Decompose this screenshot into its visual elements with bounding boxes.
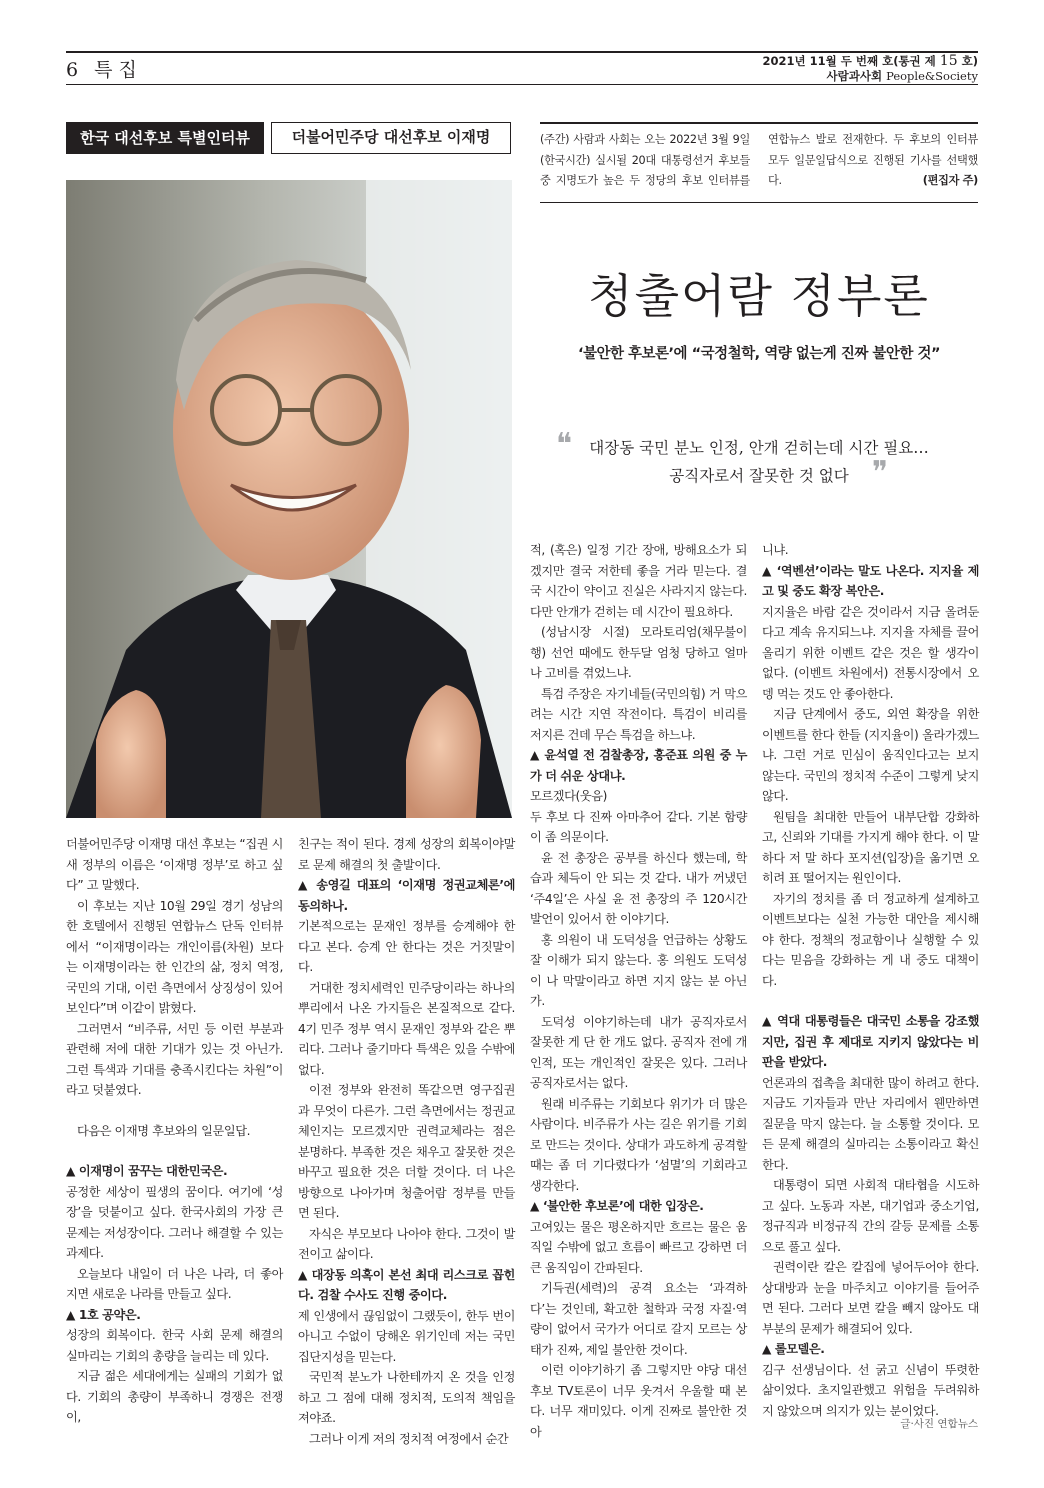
body-paragraph: 고여있는 물은 평온하지만 흐르는 물은 움직일 수밖에 없고 흐름이 빠르고 강하면 더 큰 움직임이 간파된다. [530,1219,747,1275]
publisher: 사람과사회 People&Society [826,69,978,83]
body-paragraph: 친구는 적이 된다. 경제 성장의 회복이야말로 문제 해결의 첫 출발이다. [298,837,515,872]
portrait-illustration [66,180,512,818]
body-paragraph: 지금 젊은 세대에게는 실패의 기회가 없다. 기회의 총량이 부족하니 경쟁은 전쟁이, [66,1369,283,1424]
page-number: 6 [66,59,79,81]
body-paragraph: 원래 비주류는 기회보다 위기가 더 많은 사람이다. 비주류가 사는 길은 위기를 기회로 만드는 것이다. 상대가 과도하게 공격할 때는 좀 더 기다렸다가 ‘섬멸’의 기회라고 생각한다. [530,1096,747,1193]
issue-line: 2021년 11월 두 번째 호(통권 제 15 호) [762,53,978,69]
question-heading: ▲ 1호 공약은. [66,1307,141,1322]
issue-number: 15 [939,53,958,69]
question-heading: ▲ ‘역벤션’이라는 말도 나온다. 지지율 제고 및 중도 확장 복안은. [762,563,979,598]
body-paragraph: 이런 이야기하기 좀 그렇지만 야당 대선후보 TV토론이 너무 웃겨서 우울할 때 본다. 너무 재미있다. 이게 진짜로 불안한 것 아 [530,1363,747,1439]
intro-text: (주간) 사람과 사회는 오는 2022년 3월 9일(한국시간) 실시될 20대 대통령선거 후보들 중 지명도가 높은 두 정당의 후보 인터뷰를 연합뉴스 발로 전재한다. 두 후보의 인터뷰 모두 일문일답식으로 진행된 기사를 선택했다. (편집자 주) [540,130,978,192]
body-column-2 [298,834,515,1449]
body-paragraph: 홍 의원이 내 도덕성을 언급하는 상황도 잘 이해가 되지 않는다. 홍 의원도 도덕성이 나 막말이라고 하면 지지 않는 분 아닌가. [530,932,747,1008]
issue-info [763,54,978,84]
open-quote-icon: ❝ [556,427,573,462]
subheadline: ‘불안한 후보론’에 “국정철학, 역량 없는게 진짜 불안한 것” [577,346,941,362]
body-paragraph: 공정한 세상이 필생의 꿈이다. 여기에 ‘성장’을 덧붙이고 싶다. 한국사회의 가장 큰 문제는 저성장이다. 그러나 해결할 수 있는 과제다. [66,1184,283,1260]
body-paragraph: 도덕성 이야기하는데 내가 공직자로서 잘못한 게 단 한 개도 없다. 공직자 전에 개인적, 또는 개인적인 잘못은 있다. 그러나 공직자로서는 없다. [530,1014,747,1090]
body-paragraph: 니냐. [762,543,789,557]
question-heading: ▲ 대장동 의혹이 본선 최대 리스크로 꼽힌다. 검찰 수사도 진행 중이다. [298,1267,515,1302]
top-rule [66,51,978,53]
body-paragraph: 이 후보는 지난 10월 29일 경기 성남의 한 호텔에서 진행된 연합뉴스 단독 인터뷰에서 “이재명이라는 개인이름(차원) 보다는 이재명이라는 한 인간의 삶, 정치 역정, 국민의 기대, 이런 측면에서 상징성이 있어 보인다”며 이같이 밝혔다. [66,898,283,1015]
intro-sign: (편집자 주) [922,174,978,187]
header-bottom-rule [66,84,978,85]
question-heading: ▲ 이재명이 꿈꾸는 대한민국은. [66,1164,228,1178]
body-paragraph: 그러면서 “비주류, 서민 등 이런 부분과 관련해 저에 대한 기대가 있는 것 아닌가. 그런 특색과 기대를 충족시킨다는 차원”이라고 덧붙였다. [66,1021,283,1097]
close-quote-icon: ❞ [872,455,889,490]
body-paragraph: 제 인생에서 끊임없이 그랬듯이, 한두 번이 아니고 수없이 당해온 위기인데 저는 국민 집단지성을 믿는다. [298,1308,515,1364]
question-heading: ▲ 롤모델은. [762,1342,825,1356]
body-paragraph: 오늘보다 내일이 더 나은 나라, 더 좋아지면 새로운 나라를 만들고 싶다. [66,1266,283,1301]
body-paragraph: 지금 단계에서 중도, 외연 확장을 위한 이벤트를 한다 한들 (지지율이) 올라가겠느냐. 그런 거로 민심이 움직인다고는 보지 않는다. 국민의 정치적 수준이 그렇게 낮지 않다. [762,707,979,803]
pullquote-line-1: 대장동 국민 분노 인정, 안개 걷히는데 시간 필요… [589,439,929,457]
series-tag: 한국 대선후보 특별인터뷰 [66,122,264,154]
body-paragraph: 기본적으로는 문재인 정부를 승계해야 한다고 본다. 승계 안 한다는 것은 거짓말이다. [298,919,515,974]
body-paragraph: 모르겠다(웃음) [530,789,607,803]
body-paragraph: 더불어민주당 이재명 대선 후보는 “집권 시 새 정부의 이름은 ‘이재명 정부’로 하고 싶다” 고 말했다. [66,837,283,892]
body-paragraph: 두 후보 다 진짜 아마추어 같다. 기본 함량이 좀 의문이다. [530,809,747,844]
body-paragraph: (성남시장 시절) 모라토리엄(채무불이행) 선언 때에도 한두달 엄청 당하고 얼마나 고비를 겪었느냐. [530,625,747,680]
photo-credit: 글·사진 연합뉴스 [900,1418,978,1430]
pullquote-line-2: 공직자로서 잘못한 것 없다 [669,467,849,485]
body-paragraph: 자식은 부모보다 나아야 한다. 그것이 발전이고 삶이다. [298,1226,515,1261]
body-paragraph: 자기의 정치를 좀 더 정교하게 설계하고 이벤트보다는 실천 가능한 대안을 제시해야 한다. 정책의 정교함이나 실행할 수 있다는 믿음을 강화하는 게 내 중도 대책이다. [762,891,979,988]
body-column-4 [762,540,979,1421]
body-paragraph: 기득권(세력)의 공격 요소는 ‘과격하다’는 것인데, 확고한 철학과 국정 자질·역량이 없어서 국가가 어디로 갈지 모르는 상태가 진짜, 제일 불안한 것이다. [530,1281,747,1357]
body-paragraph: 권력이란 칼은 칼집에 넣어두어야 한다. 상대방과 눈을 마주치고 이야기를 들어주면 된다. 그러다 보면 칼을 빼지 않아도 대부분의 문제가 해결되어 있다. [762,1260,979,1336]
candidate-photo [66,180,512,818]
body-paragraph: 국민적 분노가 나한테까지 온 것을 인정하고 그 점에 대해 정치적, 도의적 책임을 져야죠. [298,1370,515,1425]
candidate-tag: 더불어민주당 대선후보 이재명 [271,122,511,154]
body-paragraph: 다음은 이재명 후보와의 일문일답. [76,1123,251,1138]
body-paragraph: 지지율은 바람 같은 것이라서 지금 올려둔다고 계속 유지되느냐. 지지율 자체를 끌어올리기 위한 이벤트 같은 것은 할 생각이 없다. (이벤트 차원에서) 전통시장에서 오뎅 먹는 것도 안 좋아한다. [762,604,979,701]
body-paragraph: 대통령이 되면 사회적 대타협을 시도하고 싶다. 노동과 자본, 대기업과 중소기업, 정규직과 비정규직 간의 갈등 문제를 소통으로 풀고 싶다. [762,1178,979,1254]
section-title: 특 집 [94,59,137,81]
page-section [66,58,137,82]
question-heading: ▲ 송영길 대표의 ‘이재명 정권교체론’에 동의하나. [298,878,515,913]
body-paragraph: 특검 주장은 자기네들(국민의힘) 거 막으려는 시간 지연 작전이다. 특검이 비리를 저지른 건데 무슨 특검을 하느냐. [530,686,747,742]
body-paragraph: 윤 전 총장은 공부를 하신다 했는데, 학습과 체득이 안 되는 것 같다. 내가 꺼냈던 ‘주4일’은 사실 윤 전 총장의 주 120시간 발언이 있어서 한 이야기다. [530,850,747,926]
body-paragraph: 이전 정부와 완전히 똑같으면 영구집권과 무엇이 다른가. 그런 측면에서는 정권교체인지는 모르겠지만 권력교체라는 점은 분명하다. 부족한 것은 채우고 잘못한 것은 바꾸고 필요한 것은 더할 것이다. 더 나은 방향으로 나아가며 청출어람 정부를 만들면 된다. [298,1083,515,1220]
pullquote [540,434,978,490]
body-column-1 [66,834,283,1428]
body-paragraph: 성장의 회복이다. 한국 사회 문제 해결의 실마리는 기회의 총량을 늘리는 데 있다. [66,1328,283,1363]
intro-bottom-rule [540,202,978,203]
headline: 청출어람 정부론 [588,269,930,323]
body-paragraph: 김구 선생님이다. 선 굵고 신념이 뚜렷한 삶이었다. 초지일관했고 위험을 두려워하지 않았으며 의지가 있는 분이었다. [762,1362,979,1418]
body-paragraph: 원팀을 최대한 만들어 내부단합 강화하고, 신뢰와 기대를 가지게 해야 한다. 이 말 하다 저 말 하다 포지션(입장)을 옮기면 오히려 표 떨어지는 원인이다. [762,809,979,885]
question-heading: ▲ 윤석열 전 검찰총장, 홍준표 의원 중 누가 더 쉬운 상대냐. [530,748,747,783]
intro-top-rule [540,122,978,124]
body-paragraph: 언론과의 접촉을 최대한 많이 하려고 한다. 지금도 기자들과 만난 자리에서 웬만하면 질문을 막지 않는다. 늘 소통할 것이다. 모든 문제 해결의 실마리는 소통이라고 확신한다. [762,1075,979,1172]
body-paragraph: 적, (혹은) 일정 기간 장애, 방해요소가 되겠지만 결국 저한테 좋을 거라 믿는다. 결국 시간이 약이고 진실은 사라지지 않는다. 다만 안개가 걷히는 데 시간이 필요하다. [530,543,747,619]
body-paragraph: 그러나 이게 저의 정치적 여정에서 순간 [308,1431,509,1446]
body-column-3 [530,540,747,1442]
question-heading: ▲ ‘불안한 후보론’에 대한 입장은. [530,1199,704,1213]
body-paragraph: 거대한 정치세력인 민주당이라는 하나의 뿌리에서 나온 가지들은 본질적으로 같다. 4기 민주 정부 역시 문재인 정부와 같은 뿌리다. 그러나 줄기마다 특색은 있을 수밖에 없다. [298,980,515,1077]
question-heading: ▲ 역대 대통령들은 대국민 소통을 강조했지만, 집권 후 제대로 지키지 않았다는 비판을 받았다. [762,1014,979,1069]
